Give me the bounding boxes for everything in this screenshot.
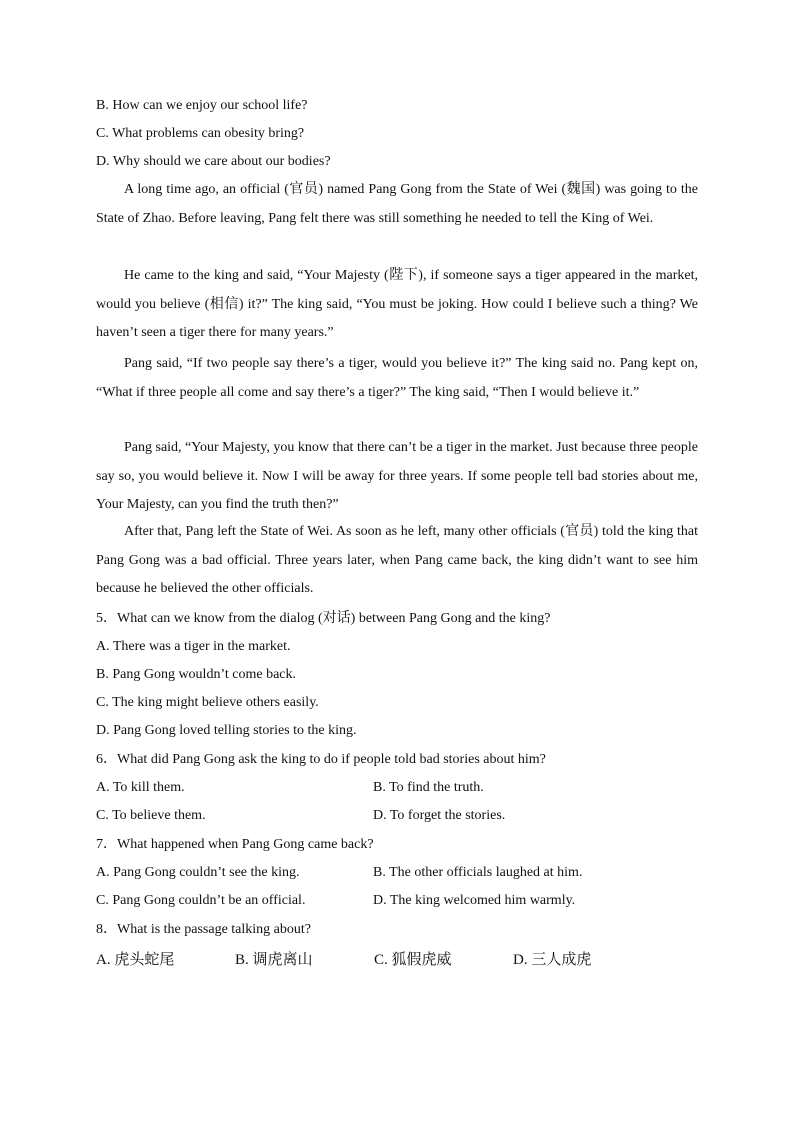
option-b: B. How can we enjoy our school life? bbox=[96, 98, 308, 113]
question-6-option-d: D. To forget the stories. bbox=[373, 808, 506, 823]
question-6-option-b: B. To find the truth. bbox=[373, 780, 484, 795]
question-8-option-c: C. 狐假虎威 bbox=[374, 952, 452, 968]
option-d: D. Why should we care about our bodies? bbox=[96, 154, 331, 169]
passage-paragraph-3: Pang said, “If two people say there’s a tiger, would you believe it?” The king said no. Pang kept on, “What if three people all come and say there’s a tiger?” The king said, “Then I would believe it.” bbox=[96, 356, 698, 400]
question-7-option-a: A. Pang Gong couldn’t see the king. bbox=[96, 865, 300, 880]
question-6-option-c: C. To believe them. bbox=[96, 808, 206, 823]
question-8-option-d: D. 三人成虎 bbox=[513, 952, 592, 968]
passage-paragraph-1: A long time ago, an official (官员) named Pang Gong from the State of Wei (魏国) was going to the State of Zhao. Before leaving, Pang felt there was still something he needed to tell the King of Wei. bbox=[96, 182, 698, 226]
passage-paragraph-2: He came to the king and said, “Your Majesty (陛下), if someone says a tiger appeared in the market, would you believe (相信) it?” The king said, “You must be joking. How could I believe such a thing? We haven’t seen a tiger there for many years.” bbox=[96, 268, 698, 341]
question-5-option-d: D. Pang Gong loved telling stories to the king. bbox=[96, 723, 357, 738]
question-6-options-row-1 bbox=[96, 774, 698, 802]
question-6-options-row-2 bbox=[96, 802, 698, 830]
question-5-option-b: B. Pang Gong wouldn’t come back. bbox=[96, 667, 296, 682]
question-6-stem: 6．What did Pang Gong ask the king to do if people told bad stories about him? bbox=[96, 752, 546, 767]
question-8-stem: 8．What is the passage talking about? bbox=[96, 922, 311, 937]
question-5-stem: 5．What can we know from the dialog (对话) between Pang Gong and the king? bbox=[96, 611, 551, 626]
option-c: C. What problems can obesity bring? bbox=[96, 126, 305, 141]
question-5-option-c: C. The king might believe others easily. bbox=[96, 695, 319, 710]
question-7-options-row-1 bbox=[96, 859, 698, 887]
question-7-options-row-2 bbox=[96, 887, 698, 915]
passage-paragraph-5: After that, Pang left the State of Wei. As soon as he left, many other officials (官员) told the king that Pang Gong was a bad official. Three years later, when Pang came back, the king didn’t want to see him because he believed the other officials. bbox=[96, 524, 698, 597]
question-8-option-a: A. 虎头蛇尾 bbox=[96, 952, 175, 968]
passage-paragraph-4: Pang said, “Your Majesty, you know that there can’t be a tiger in the market. Just because three people say so, you would believe it. Now I will be away for three years. If some people tell bad stories about me, Your Majesty, can you find the truth then?” bbox=[96, 440, 698, 513]
question-6-option-a: A. To kill them. bbox=[96, 780, 185, 795]
question-7-option-b: B. The other officials laughed at him. bbox=[373, 865, 583, 880]
question-7-option-c: C. Pang Gong couldn’t be an official. bbox=[96, 893, 306, 908]
question-7-option-d: D. The king welcomed him warmly. bbox=[373, 893, 576, 908]
document-page bbox=[96, 92, 698, 976]
question-8-options bbox=[96, 944, 698, 976]
question-7-stem: 7．What happened when Pang Gong came back? bbox=[96, 837, 374, 852]
question-8-option-b: B. 调虎离山 bbox=[235, 952, 313, 968]
question-5-option-a: A. There was a tiger in the market. bbox=[96, 639, 291, 654]
